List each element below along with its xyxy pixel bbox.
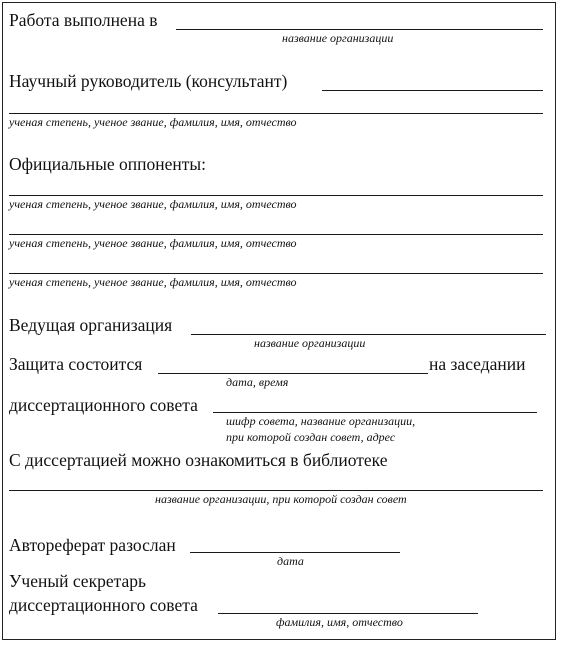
opponent-3-field[interactable] [9,273,543,274]
opponent-2-hint: ученая степень, ученое звание, фамилия, имя, отчество [9,236,297,250]
opponent-1-hint: ученая степень, ученое звание, фамилия, имя, отчество [9,197,297,211]
council-label: диссертационного совета [9,395,198,415]
performed-in-label: Работа выполнена в [9,10,158,30]
abstract-sent-label: Автореферат разослан [9,535,176,555]
secretary-label-line2: диссертационного совета [9,595,198,615]
leading-org-label: Ведущая организация [9,315,173,335]
secretary-label-line1: Ученый секретарь [9,571,146,591]
library-label: С диссертацией можно ознакомиться в библиотеке [9,450,388,470]
secretary-hint: фамилия, имя, отчество [276,615,403,629]
defense-field[interactable] [158,373,428,374]
opponent-3-hint: ученая степень, ученое звание, фамилия, имя, отчество [9,275,297,289]
defense-hint: дата, время [226,375,289,389]
council-field[interactable] [213,412,537,413]
defense-suffix: на заседании [429,354,526,374]
opponents-label: Официальные оппоненты: [9,154,206,174]
abstract-sent-field[interactable] [190,552,400,553]
library-hint: название организации, при которой создан совет [155,492,407,506]
council-hint-line2: при которой создан совет, адрес [226,430,396,444]
secretary-field[interactable] [218,613,478,614]
supervisor-hint: ученая степень, ученое звание, фамилия, имя, отчество [9,115,297,129]
council-hint-line1: шифр совета, название организации, [226,414,416,428]
opponent-1-field[interactable] [9,195,543,196]
supervisor-label: Научный руководитель (консультант) [9,71,288,91]
abstract-sent-hint: дата [277,554,304,568]
defense-label: Защита состоится [9,354,143,374]
leading-org-hint: название организации [254,336,366,350]
leading-org-field[interactable] [191,334,546,335]
performed-in-field[interactable] [176,29,543,30]
opponent-2-field[interactable] [9,234,543,235]
library-field[interactable] [9,490,543,491]
supervisor-field-line2[interactable] [9,113,543,114]
supervisor-field-line1[interactable] [322,90,543,91]
performed-in-hint: название организации [282,31,394,45]
